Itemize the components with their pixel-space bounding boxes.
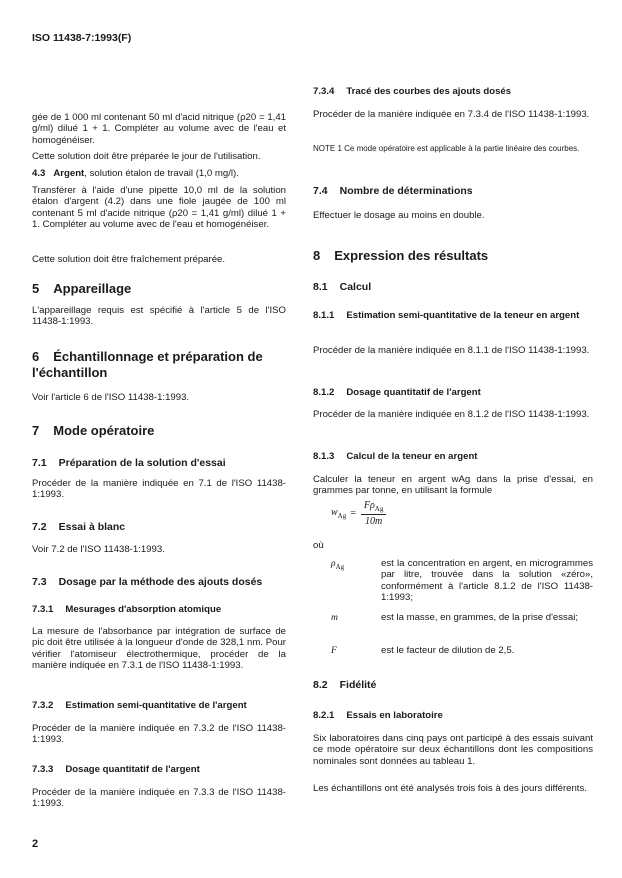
paragraph: Six laboratoires dans cinq pays ont participé à des essais suivant ce mode opératoire sur deux échantillons dont les compositions nominales sont données au tableau 1. [313,733,593,767]
paragraph: Cette solution doit être préparée le jour de l'utilisation. [32,151,261,162]
section-number: 7.2 [32,521,47,533]
heading-7-3-3 [32,764,200,776]
definition-item: F est le facteur de dilution de 2,5. [331,645,515,656]
section-number: 8.2 [313,679,328,691]
section-number: 7 [32,423,40,438]
section-title: Dosage par la méthode des ajouts dosés [58,576,263,588]
heading-7-1 [32,457,226,469]
heading-8-2-1 [313,710,443,722]
section-title: Préparation de la solution d'essai [58,457,226,469]
section-title: Argent [53,168,85,179]
heading-6 [32,349,282,380]
paragraph: Effectuer le dosage au moins en double. [313,210,485,221]
section-number: 8.1 [313,281,328,293]
heading-7-3-2 [32,700,247,712]
heading-7-4 [313,185,473,197]
heading-7 [32,423,154,439]
fraction: $\frac{F\rho_{Ag}}{10m}$ [361,500,386,527]
section-title: Mode opératoire [53,423,155,438]
section-title: Calcul de la teneur en argent [346,451,478,462]
section-number: 7.3 [32,576,47,588]
paragraph: Voir l'article 6 de l'ISO 11438-1:1993. [32,392,190,403]
section-number: 7.4 [313,185,328,197]
document-header: ISO 11438-7:1993(F) [32,32,132,44]
definition-item: $\rho_{Ag}$ est la concentration en argent, en microgrammes par litre, trouvée dans la solution «zéro», conformément à l'article 8.1.2 de l'ISO 11438-1:1993; [331,558,593,603]
section-number: 8.2.1 [313,710,335,721]
section-title: Essai à blanc [58,521,126,533]
section-title: Dosage quantitatif de l'argent [65,764,200,775]
section-title: Échantillonnage et préparation de l'échantillon [32,349,263,380]
section-number: 7.3.4 [313,86,335,97]
paragraph: Procéder de la manière indiquée en 7.3.2 de l'ISO 11438-1:1993. [32,723,286,746]
page-number: 2 [32,838,39,850]
section-title: Dosage quantitatif de l'argent [346,387,481,398]
section-number: 8.1.3 [313,451,335,462]
heading-5 [32,281,131,297]
equals-sign: = [350,508,356,519]
section-title: Essais en laboratoire [346,710,443,721]
section-title: Mesurages d'absorption atomique [65,604,222,615]
section-number: 7.3.2 [32,700,54,711]
heading-8-1-3 [313,451,478,463]
paragraph: Procéder de la manière indiquée en 7.3.4 de l'ISO 11438-1:1993. [313,109,590,120]
section-title: Estimation semi-quantitative de la teneur en argent [346,310,580,321]
paragraph: gée de 1 000 ml contenant 50 ml d'acid nitrique (ρ20 = 1,41 g/ml) dilué 1 + 1. Compléter au volume avec de l'eau et homogénéiser. [32,112,286,146]
section-title: Nombre de déterminations [339,185,473,197]
section-number: 8.1.1 [313,310,335,321]
section-number: 7.3.1 [32,604,54,615]
section-number: 7.1 [32,457,47,469]
paragraph: Transférer à l'aide d'une pipette 10,0 ml de la solution étalon d'argent (4.2) dans une fiole jaugée de 100 ml contenant 5 ml d'acide nitrique (ρ20 = 1,41 g/ml) dilué 1 + 1. Compléter au volume avec de l'eau et homogénéiser. [32,185,286,230]
formula [331,500,386,527]
note: NOTE 1 Ce mode opératoire est applicable à la partie linéaire des courbes. [313,144,580,153]
heading-7-3 [32,576,262,588]
heading-7-2 [32,521,125,533]
section-number: 6 [32,349,40,364]
paragraph: L'appareillage requis est spécifié à l'article 5 de l'ISO 11438-1:1993. [32,305,286,328]
section-4-3 [32,168,286,179]
heading-7-3-4 [313,86,511,98]
section-subtitle: , solution étalon de travail (1,0 mg/l). [84,168,239,179]
definition-item: m est la masse, en grammes, de la prise d'essai; [331,612,578,623]
section-title: Fidélité [339,679,377,691]
section-number: 8 [313,248,321,263]
paragraph: Calculer la teneur en argent wAg dans la prise d'essai, en grammes par tonne, en utilisant la formule [313,474,593,497]
where-label: où [313,540,324,551]
paragraph: La mesure de l'absorbance par intégration de surface de pic doit être utilisée à la longueur d'onde de 328,1 nm. Pour vérifier l'atomiseur électrothermique, procéder de la manière indiquée en 7.3.1 de l'ISO 11438-1:1993. [32,626,286,671]
section-number: 5 [32,281,40,296]
heading-8 [313,248,488,264]
heading-8-1 [313,281,371,293]
heading-7-3-1 [32,604,221,616]
paragraph: Procéder de la manière indiquée en 7.3.3 de l'ISO 11438-1:1993. [32,787,286,810]
paragraph: Les échantillons ont été analysés trois fois à des jours différents. [313,783,587,794]
section-title: Calcul [339,281,372,293]
section-title: Tracé des courbes des ajouts dosés [346,86,512,97]
section-title: Appareillage [53,281,132,296]
paragraph: Voir 7.2 de l'ISO 11438-1:1993. [32,544,165,555]
heading-8-2 [313,679,376,691]
heading-8-1-2 [313,387,481,399]
paragraph: Procéder de la manière indiquée en 7.1 de l'ISO 11438-1:1993. [32,478,286,501]
formula-lhs: $w_{Ag}$ [331,507,347,520]
section-title: Estimation semi-quantitative de l'argent [65,700,247,711]
section-number: 4.3 [32,168,46,179]
section-number: 7.3.3 [32,764,54,775]
section-number: 8.1.2 [313,387,335,398]
section-title: Expression des résultats [334,248,489,263]
heading-8-1-1 [313,310,593,322]
paragraph: Procéder de la manière indiquée en 8.1.1 de l'ISO 11438-1:1993. [313,345,590,356]
paragraph: Cette solution doit être fraîchement préparée. [32,254,226,265]
paragraph: Procéder de la manière indiquée en 8.1.2 de l'ISO 11438-1:1993. [313,409,590,420]
